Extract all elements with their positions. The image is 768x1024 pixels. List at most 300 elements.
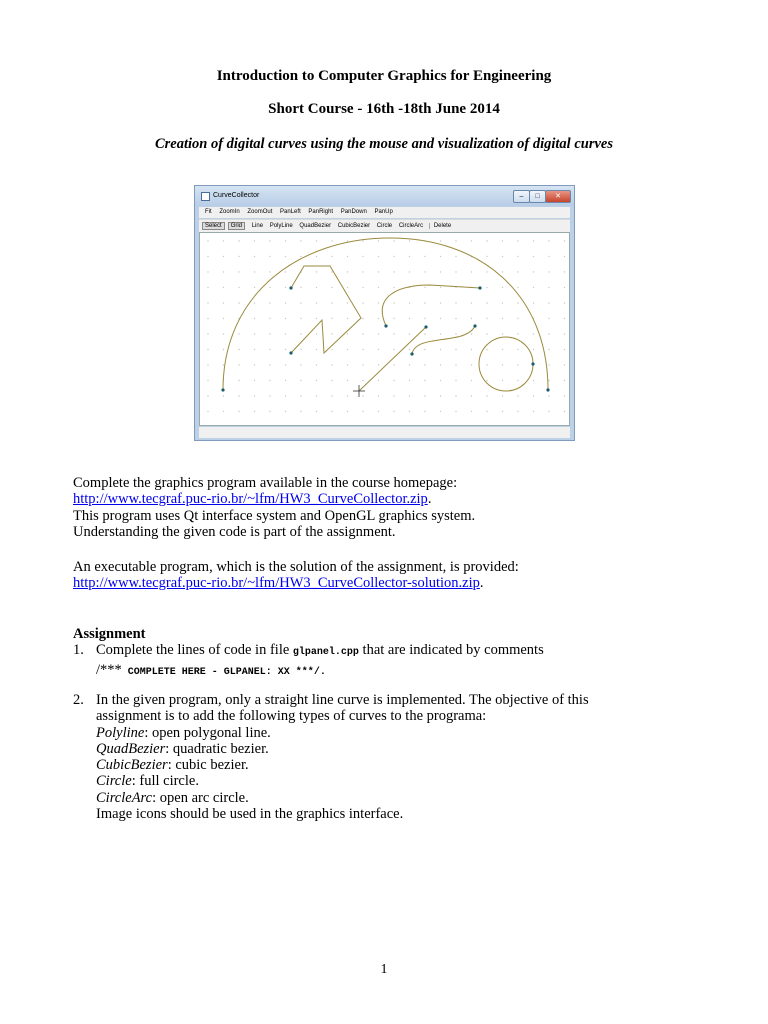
- intro-paragraph: [73, 475, 713, 540]
- grid-dot: [548, 287, 549, 288]
- menu-bar: [199, 207, 570, 218]
- grid-dot: [533, 240, 534, 241]
- grid-dot: [455, 395, 456, 396]
- app-icon: [201, 192, 210, 201]
- control-point: [473, 324, 476, 327]
- grid-dot: [517, 302, 518, 303]
- grid-dot: [285, 349, 286, 350]
- grid-dot: [471, 333, 472, 334]
- grid-dot: [300, 411, 301, 412]
- menu-pandown: PanDown: [340, 209, 367, 215]
- grid-dot: [300, 302, 301, 303]
- curve-type-circlearc: [73, 790, 713, 806]
- grid-dot: [502, 271, 503, 272]
- grid-dot: [378, 287, 379, 288]
- grid-dot: [238, 364, 239, 365]
- grid-dot: [393, 240, 394, 241]
- grid-dot: [254, 395, 255, 396]
- grid-dot: [564, 395, 565, 396]
- grid-dot: [378, 302, 379, 303]
- grid-dot: [362, 380, 363, 381]
- curve-type-circle: [73, 773, 713, 789]
- grid-dot: [300, 380, 301, 381]
- grid-dot: [316, 333, 317, 334]
- curve-name: CircleArc: [96, 789, 153, 806]
- grid-dot: [424, 302, 425, 303]
- grid-dot: [502, 287, 503, 288]
- grid-dot: [440, 349, 441, 350]
- grid-dot: [347, 364, 348, 365]
- grid-dot: [517, 395, 518, 396]
- grid-dot: [409, 411, 410, 412]
- grid-dot: [502, 256, 503, 257]
- grid-dot: [378, 349, 379, 350]
- course-dates: Short Course - 16th -18th June 2014: [268, 101, 500, 117]
- curve-desc: : open arc circle.: [152, 789, 249, 806]
- grid-dot: [269, 333, 270, 334]
- curve-desc: : quadratic bezier.: [165, 740, 269, 757]
- grid-dot: [269, 287, 270, 288]
- grid-dot: [362, 302, 363, 303]
- grid-dot: [285, 380, 286, 381]
- grid-dot: [424, 411, 425, 412]
- menu-panright: PanRight: [308, 209, 334, 215]
- grid-dot: [285, 318, 286, 319]
- curve-desc: : full circle.: [131, 773, 199, 790]
- grid-dot: [471, 364, 472, 365]
- grid-dot: [409, 380, 410, 381]
- grid-dot: [486, 349, 487, 350]
- control-point: [531, 362, 534, 365]
- grid-dot: [207, 411, 208, 412]
- grid-dot: [564, 256, 565, 257]
- grid-dot: [455, 318, 456, 319]
- grid-dot: [316, 364, 317, 365]
- close-button: ✕: [545, 190, 571, 203]
- grid-dot: [455, 271, 456, 272]
- document-subtitle: Creation of digital curves using the mouse and visualization of digital curves: [154, 136, 613, 152]
- grid-dot: [393, 364, 394, 365]
- maximize-button: □: [529, 190, 546, 203]
- course-zip-link[interactable]: http://www.tecgraf.puc-rio.br/~lfm/HW3_CurveCollector.zip: [73, 491, 428, 508]
- grid-dot: [223, 271, 224, 272]
- grid-dot: [409, 240, 410, 241]
- grid-dot: [254, 271, 255, 272]
- grid-dot: [471, 302, 472, 303]
- curve-desc: : open polygonal line.: [144, 724, 271, 741]
- grid-dot: [331, 287, 332, 288]
- grid-dot: [316, 349, 317, 350]
- intro-link-line: http://www.tecgraf.puc-rio.br/~lfm/HW3_CurveCollector.zip.: [73, 491, 432, 508]
- grid-dot: [409, 364, 410, 365]
- control-point: [546, 388, 549, 391]
- item-text: In the given program, only a straight line curve is implemented. The objective of this: [96, 692, 589, 708]
- intro-line: This program uses Qt interface system and OpenGL graphics system.: [73, 507, 476, 524]
- grid-dot: [316, 287, 317, 288]
- grid-dot: [517, 411, 518, 412]
- grid-dot: [548, 240, 549, 241]
- grid-dot: [548, 395, 549, 396]
- grid-dot: [440, 302, 441, 303]
- menu-zoomin: ZoomIn: [219, 209, 240, 215]
- grid-dot: [331, 364, 332, 365]
- grid-dot: [223, 395, 224, 396]
- grid-dot: [471, 240, 472, 241]
- grid-dot: [548, 271, 549, 272]
- tool-circlearc: CircleArc: [398, 223, 424, 229]
- grid-dot: [533, 256, 534, 257]
- grid-dot: [269, 364, 270, 365]
- grid-dot: [409, 256, 410, 257]
- grid-dot: [300, 318, 301, 319]
- grid-dot: [455, 302, 456, 303]
- grid-dot: [331, 271, 332, 272]
- grid-dot: [440, 271, 441, 272]
- grid-dot: [393, 256, 394, 257]
- comment-prefix: /***: [96, 661, 122, 678]
- grid-dot: [331, 302, 332, 303]
- grid-dot: [238, 287, 239, 288]
- grid-dot: [331, 318, 332, 319]
- assignment-heading: Assignment: [73, 626, 146, 642]
- grid-dot: [409, 302, 410, 303]
- comment-code: COMPLETE HERE - GLPANEL: XX ***/.: [121, 666, 326, 678]
- cubic-bezier-curve: [382, 285, 480, 326]
- grid-dot: [347, 287, 348, 288]
- grid-dot: [300, 349, 301, 350]
- grid-dot: [471, 380, 472, 381]
- grid-dot: [223, 240, 224, 241]
- grid-dot: [517, 333, 518, 334]
- grid-dot: [254, 318, 255, 319]
- grid-dot: [362, 364, 363, 365]
- grid-dot: [548, 380, 549, 381]
- grid-dot: [378, 271, 379, 272]
- comment-line: [73, 662, 713, 681]
- curve-type-cubicbezier: [73, 757, 713, 773]
- grid-dot: [564, 240, 565, 241]
- grid-dot: [347, 240, 348, 241]
- assignment-item-2: [73, 692, 713, 822]
- grid-dot: [517, 349, 518, 350]
- grid-dot: [207, 240, 208, 241]
- grid-dot: [502, 349, 503, 350]
- grid-dot: [269, 256, 270, 257]
- curve-name: QuadBezier: [96, 740, 166, 757]
- grid-dot: [378, 318, 379, 319]
- grid-dot: [548, 333, 549, 334]
- control-point: [289, 286, 292, 289]
- grid-dot: [471, 271, 472, 272]
- curve-name: CubicBezier: [96, 757, 168, 774]
- grid-dot: [362, 333, 363, 334]
- grid-dot: [533, 287, 534, 288]
- grid-dot: [223, 256, 224, 257]
- grid-dot: [347, 333, 348, 334]
- grid-dot: [285, 395, 286, 396]
- grid-dot: [269, 302, 270, 303]
- item-text: that are indicated by comments: [358, 642, 544, 659]
- grid-dot: [517, 256, 518, 257]
- grid-dot: [533, 302, 534, 303]
- grid-dot: [238, 302, 239, 303]
- grid-dot: [393, 318, 394, 319]
- grid-dot: [471, 411, 472, 412]
- grid-dot: [455, 256, 456, 257]
- grid-dot: [238, 240, 239, 241]
- grid-dot: [424, 395, 425, 396]
- grid-dot: [347, 318, 348, 319]
- grid-dot: [502, 240, 503, 241]
- grid-dot: [285, 256, 286, 257]
- tool-bar: [199, 219, 570, 232]
- grid-dot: [238, 271, 239, 272]
- tool-cubicbezier: CubicBezier: [337, 223, 371, 229]
- grid-dot: [223, 318, 224, 319]
- grid-dot: [440, 411, 441, 412]
- grid-dot: [207, 302, 208, 303]
- grid-dot: [254, 349, 255, 350]
- grid-dot: [502, 364, 503, 365]
- grid-dot: [471, 395, 472, 396]
- grid-dot: [455, 411, 456, 412]
- grid-dot: [440, 364, 441, 365]
- grid-dot: [564, 271, 565, 272]
- grid-dot: [285, 364, 286, 365]
- grid-dot: [300, 395, 301, 396]
- grid-dot: [238, 395, 239, 396]
- grid-dot: [207, 349, 208, 350]
- grid-dot: [362, 395, 363, 396]
- grid-dot: [533, 271, 534, 272]
- grid-dot: [517, 271, 518, 272]
- control-point: [478, 286, 481, 289]
- grid-dot: [331, 380, 332, 381]
- menu-panup: PanUp: [374, 209, 393, 215]
- grid-dot: [564, 318, 565, 319]
- grid-dot: [269, 318, 270, 319]
- grid-dot: [223, 333, 224, 334]
- grid-dot: [502, 380, 503, 381]
- grid-dot: [502, 333, 503, 334]
- grid-dot: [378, 411, 379, 412]
- curvecollector-screenshot: [194, 185, 575, 441]
- grid-dot: [331, 256, 332, 257]
- grid-dot: [424, 318, 425, 319]
- curve-type-quadbezier: [73, 741, 713, 757]
- solution-paragraph: [73, 559, 713, 592]
- grid-dot: [424, 364, 425, 365]
- grid-dot: [223, 364, 224, 365]
- drawing-canvas: [199, 232, 570, 426]
- tool-delete: Delete: [429, 223, 451, 229]
- grid-dot: [409, 271, 410, 272]
- grid-dot: [564, 349, 565, 350]
- grid-dot: [393, 395, 394, 396]
- grid-dot: [207, 380, 208, 381]
- grid-dot: [300, 287, 301, 288]
- grid-dot: [238, 380, 239, 381]
- grid-dot: [393, 333, 394, 334]
- grid-dot: [223, 302, 224, 303]
- grid-dot: [223, 349, 224, 350]
- grid-dot: [362, 318, 363, 319]
- intro-line: Understanding the given code is part of the assignment.: [73, 523, 396, 540]
- circle-curve: [479, 337, 533, 391]
- grid-dot: [300, 256, 301, 257]
- grid-dot: [455, 364, 456, 365]
- grid-dot: [269, 349, 270, 350]
- grid-dot: [331, 349, 332, 350]
- page-number: 1: [380, 962, 388, 977]
- grid-dot: [207, 364, 208, 365]
- grid-dot: [300, 333, 301, 334]
- grid-dot: [362, 271, 363, 272]
- grid-dot: [223, 287, 224, 288]
- document-title: Introduction to Computer Graphics for Engineering: [216, 68, 552, 84]
- grid-dot: [285, 271, 286, 272]
- grid-dot: [254, 287, 255, 288]
- grid-dot: [502, 395, 503, 396]
- grid-dot: [517, 287, 518, 288]
- control-point: [289, 351, 292, 354]
- grid-dot: [486, 256, 487, 257]
- grid-dot: [424, 271, 425, 272]
- grid-dot: [517, 380, 518, 381]
- solution-line: An executable program, which is the solution of the assignment, is provided:: [73, 559, 519, 575]
- grid-dot: [331, 333, 332, 334]
- grid-dot: [347, 256, 348, 257]
- grid-dot: [207, 287, 208, 288]
- grid-dot: [207, 271, 208, 272]
- grid-dot: [223, 411, 224, 412]
- grid-dot: [254, 302, 255, 303]
- item-text: Complete the lines of code in file: [96, 642, 293, 659]
- grid-dot: [409, 349, 410, 350]
- window-title: CurveCollector: [213, 192, 260, 199]
- grid-dot: [238, 349, 239, 350]
- grid-dot: [533, 349, 534, 350]
- grid-dot: [409, 395, 410, 396]
- tool-circle: Circle: [376, 223, 393, 229]
- grid-dot: [564, 411, 565, 412]
- curve-name: Circle: [96, 773, 132, 790]
- grid-dot: [316, 302, 317, 303]
- grid-dot: [238, 411, 239, 412]
- grid-dot: [548, 349, 549, 350]
- grid-dot: [285, 411, 286, 412]
- grid-dot: [300, 364, 301, 365]
- grid-dot: [393, 380, 394, 381]
- control-point: [410, 352, 413, 355]
- grid-dot: [393, 271, 394, 272]
- grid-dot: [455, 333, 456, 334]
- polyline-curve: [291, 266, 361, 353]
- grid-dot: [254, 364, 255, 365]
- grid-dot: [378, 364, 379, 365]
- item-text: assignment is to add the following types of curves to the programa:: [96, 708, 487, 725]
- grid-dot: [254, 240, 255, 241]
- menu-panleft: PanLeft: [280, 209, 301, 215]
- straight-line-curve: [359, 327, 426, 391]
- grid-dot: [269, 380, 270, 381]
- tool-line: Line: [251, 223, 264, 229]
- grid-dot: [285, 287, 286, 288]
- grid-dot: [424, 287, 425, 288]
- item-number: 2.: [73, 692, 84, 708]
- grid-dot: [455, 380, 456, 381]
- grid-dot: [517, 364, 518, 365]
- solution-zip-link[interactable]: http://www.tecgraf.puc-rio.br/~lfm/HW3_CurveCollector-solution.zip: [73, 575, 480, 592]
- file-name: glpanel.cpp: [292, 647, 359, 659]
- grid-dot: [347, 380, 348, 381]
- tool-quadbezier: QuadBezier: [299, 223, 332, 229]
- grid-dot: [440, 240, 441, 241]
- grid-dot: [517, 240, 518, 241]
- grid-dot: [207, 256, 208, 257]
- grid-dot: [254, 380, 255, 381]
- grid-dot: [548, 256, 549, 257]
- grid-dot: [331, 411, 332, 412]
- grid-dot: [548, 411, 549, 412]
- grid-dot: [207, 333, 208, 334]
- grid-dot: [486, 380, 487, 381]
- grid-dot: [486, 287, 487, 288]
- grid-dot: [533, 333, 534, 334]
- grid-dot: [393, 411, 394, 412]
- grid-dot: [486, 411, 487, 412]
- grid-dot: [347, 349, 348, 350]
- grid-dot: [440, 287, 441, 288]
- grid-dot: [471, 349, 472, 350]
- menu-fit: Fit: [205, 209, 212, 215]
- status-bar: [199, 427, 570, 438]
- grid-dot: [486, 240, 487, 241]
- control-point: [424, 325, 427, 328]
- large-arc-curve: [223, 238, 548, 390]
- solution-link-line: http://www.tecgraf.puc-rio.br/~lfm/HW3_CurveCollector-solution.zip.: [73, 575, 484, 592]
- grid-dot: [517, 318, 518, 319]
- grid-dot: [424, 256, 425, 257]
- grid-dot: [285, 302, 286, 303]
- menu-zoomout: ZoomOut: [247, 209, 273, 215]
- grid-dot: [362, 240, 363, 241]
- grid-dot: [378, 380, 379, 381]
- curve-desc: : cubic bezier.: [167, 757, 249, 774]
- tool-polyline: PolyLine: [269, 223, 293, 229]
- grid-dot: [238, 256, 239, 257]
- assignment-section: [73, 626, 713, 681]
- grid-dot: [440, 256, 441, 257]
- tool-select: Select: [202, 222, 225, 230]
- curve-type-polyline: [73, 725, 713, 741]
- grid-dot: [347, 395, 348, 396]
- grid-dot: [409, 318, 410, 319]
- grid-dot: [548, 364, 549, 365]
- grid-dot: [533, 411, 534, 412]
- grid-dot: [269, 411, 270, 412]
- grid-dot: [269, 240, 270, 241]
- control-point: [384, 324, 387, 327]
- grid-dot: [440, 380, 441, 381]
- item-number: 1.: [73, 642, 84, 659]
- grid-dot: [316, 240, 317, 241]
- grid-dot: [285, 333, 286, 334]
- grid-dot: [502, 302, 503, 303]
- grid-dot: [254, 256, 255, 257]
- grid-dot: [502, 318, 503, 319]
- grid-dot: [331, 395, 332, 396]
